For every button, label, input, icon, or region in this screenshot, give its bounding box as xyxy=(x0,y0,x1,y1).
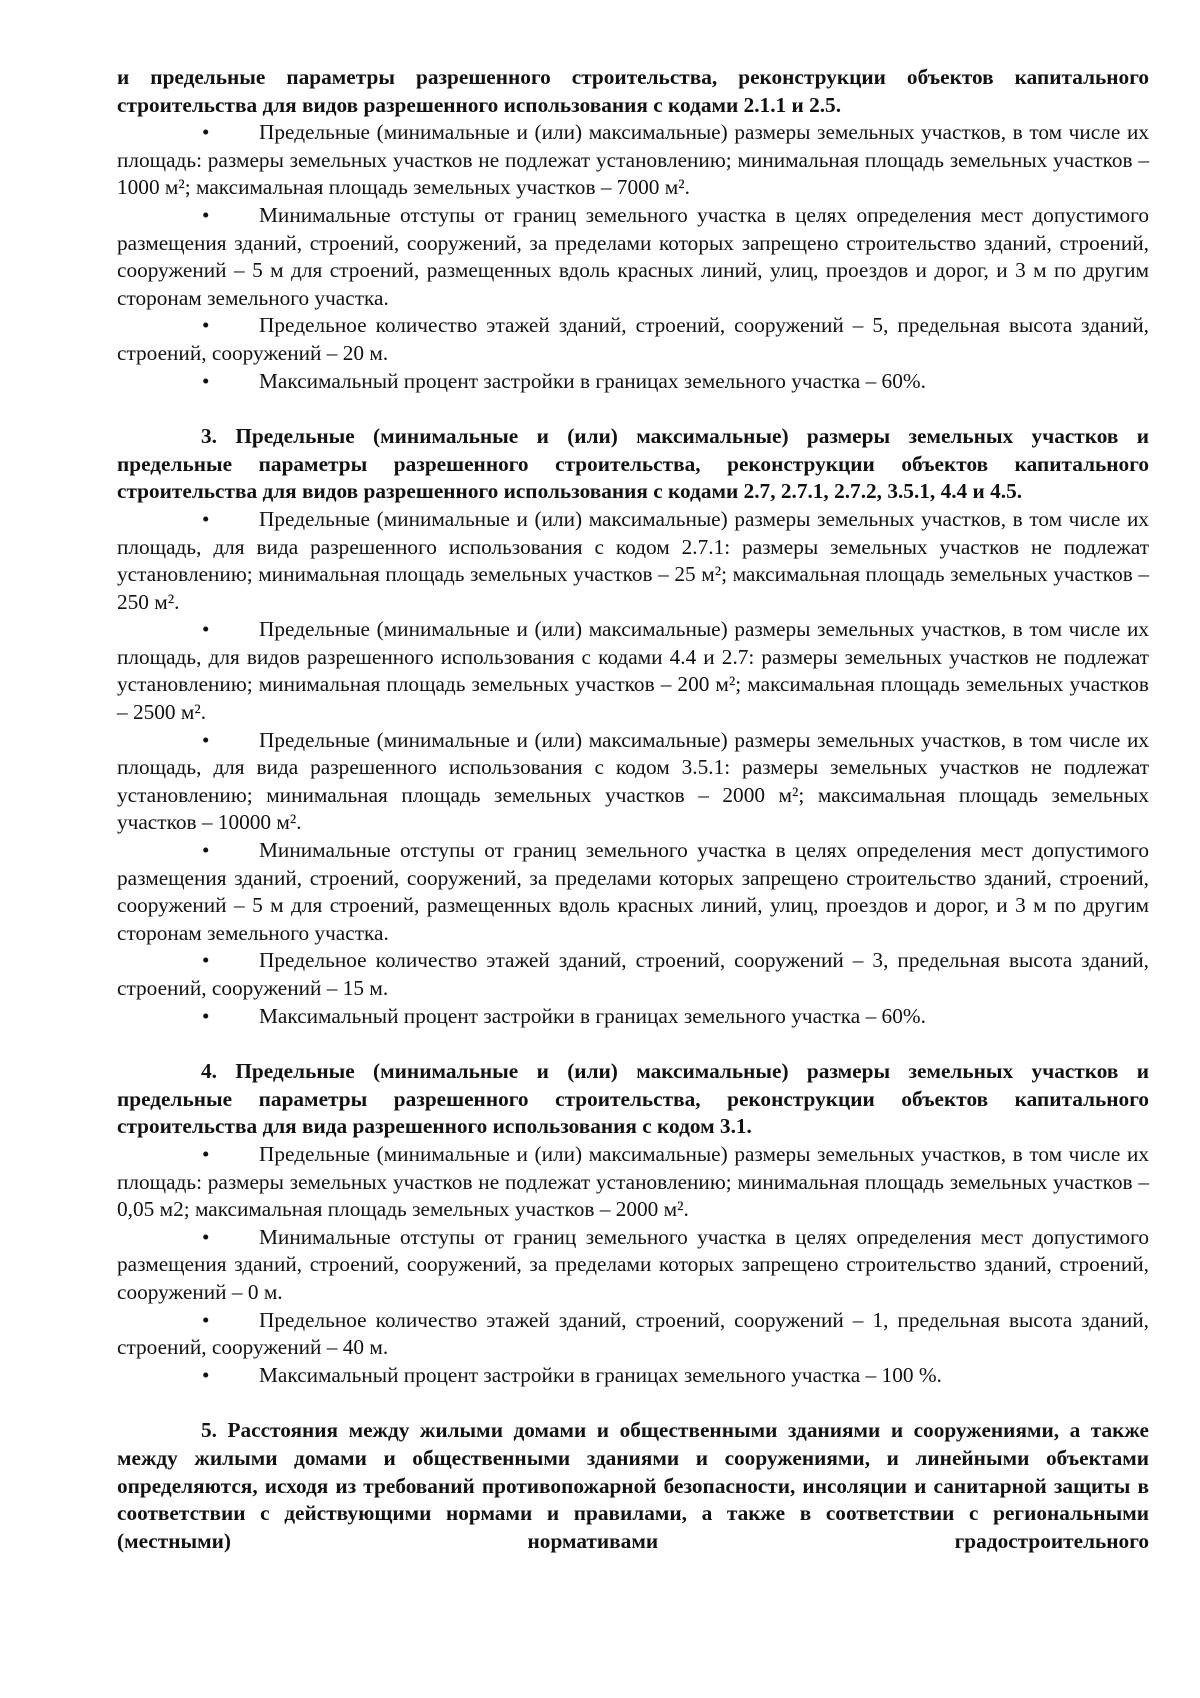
bullet-marker: • xyxy=(202,1224,210,1249)
list-item xyxy=(117,312,1149,367)
list-item-text: Предельные (минимальные и (или) максимальные) размеры земельных участков, в том числе их площадь, для вида разрешенного использования с кодом 3.5.1: размеры земельных участков не подлежат установлению; минимальная площадь земельных участков – 2000 м²; максимальная площадь земельных участков – 10000 м². xyxy=(117,727,1149,835)
section-gap xyxy=(117,1389,1149,1417)
list-item xyxy=(117,119,1149,202)
list-item-text: Предельное количество этажей зданий, строений, сооружений – 1, предельная высота зданий, строений, сооружений – 40 м. xyxy=(117,1307,1149,1360)
section-heading: 3. Предельные (минимальные и (или) максимальные) размеры земельных участков и предельные параметры разрешенного строительства, реконструкции объектов капитального строительства для видов разрешенного использования с кодами 2.7, 2.7.1, 2.7.2, 3.5.1, 4.4 и 4.5. xyxy=(117,424,1149,504)
list-item xyxy=(117,368,1149,396)
bullet-marker: • xyxy=(202,202,210,227)
list-item xyxy=(117,947,1149,1002)
list-item xyxy=(117,506,1149,616)
bullet-marker: • xyxy=(202,948,210,973)
list-item xyxy=(117,1307,1149,1362)
list-item xyxy=(117,616,1149,726)
bullet-marker: • xyxy=(202,120,210,145)
section-gap xyxy=(117,1030,1149,1058)
bullet-marker: • xyxy=(202,1362,210,1387)
bullet-marker: • xyxy=(202,506,210,531)
list-item-text: Максимальный процент застройки в границах земельного участка – 60%. xyxy=(259,368,926,393)
list-item-text: Предельные (минимальные и (или) максимальные) размеры земельных участков, в том числе их площадь: размеры земельных участков не подлежат установлению; минимальная площадь земельных участков – 1000 м²; максимальная площадь земельных участков – 7000 м². xyxy=(117,120,1149,200)
bullet-marker: • xyxy=(202,313,210,338)
list-item xyxy=(117,1224,1149,1307)
list-item-text: Минимальные отступы от границ земельного участка в целях определения мест допустимого размещения зданий, строений, сооружений, за пределами которых запрещено строительство зданий, строений, сооружений – 5 м для строений, размещенных вдоль красных линий, улиц, проездов и дорог, и 3 м по другим сторонам земельного участка. xyxy=(117,838,1149,945)
bullet-marker: • xyxy=(202,727,210,752)
bullet-marker: • xyxy=(202,1003,210,1028)
list-item xyxy=(117,837,1149,947)
document-page xyxy=(117,64,1149,1555)
bullet-marker: • xyxy=(202,1141,210,1166)
list-item xyxy=(117,1362,1149,1390)
list-item xyxy=(117,202,1149,312)
list-item-text: Минимальные отступы от границ земельного участка в целях определения мест допустимого размещения зданий, строений, сооружений, за пределами которых запрещено строительство зданий, строений, сооружений – 5 м для строений, размещенных вдоль красных линий, улиц, проездов и дорог, и 3 м по другим сторонам земельного участка. xyxy=(117,202,1149,310)
list-item xyxy=(117,1003,1149,1031)
list-item-text: Предельные (минимальные и (или) максимальные) размеры земельных участков, в том числе их площадь, для видов разрешенного использования с кодами 4.4 и 2.7: размеры земельных участков не подлежат установлению; минимальная площадь земельных участков – 200 м²; максимальная площадь земельных участков – 2500 м². xyxy=(117,617,1149,725)
list-item xyxy=(117,727,1149,837)
list-item-text: Минимальные отступы от границ земельного участка в целях определения мест допустимого размещения зданий, строений, сооружений, за пределами которых запрещено строительство зданий, строений, сооружений – 0 м. xyxy=(117,1224,1149,1304)
list-item-text: Предельные (минимальные и (или) максимальные) размеры земельных участков, в том числе их площадь, для вида разрешенного использования с кодом 2.7.1: размеры земельных участков не подлежат установлению; минимальная площадь земельных участков – 25 м²; максимальная площадь земельных участков – 250 м². xyxy=(117,506,1149,614)
list-item-text: Максимальный процент застройки в границах земельного участка – 60%. xyxy=(259,1003,926,1028)
bullet-marker: • xyxy=(202,368,210,393)
list-item-text: Предельные (минимальные и (или) максимальные) размеры земельных участков, в том числе их площадь: размеры земельных участков не подлежат установлению; минимальная площадь земельных участков – 0,05 м2; максимальная площадь земельных участков – 2000 м². xyxy=(117,1141,1149,1222)
section-gap xyxy=(117,395,1149,423)
list-item-text: Максимальный процент застройки в границах земельного участка – 100 %. xyxy=(259,1362,942,1387)
bullet-marker: • xyxy=(202,617,210,642)
section-heading: 4. Предельные (минимальные и (или) максимальные) размеры земельных участков и предельные параметры разрешенного строительства, реконструкции объектов капитального строительства для вида разрешенного использования с кодом 3.1. xyxy=(117,1059,1149,1139)
list-item-text: Предельное количество этажей зданий, строений, сооружений – 5, предельная высота зданий, строений, сооружений – 20 м. xyxy=(117,313,1149,365)
list-item-text: Предельное количество этажей зданий, строений, сооружений – 3, предельная высота зданий, строений, сооружений – 15 м. xyxy=(117,948,1149,1000)
section-heading: и предельные параметры разрешенного строительства, реконструкции объектов капитального строительства для видов разрешенного использования с кодами 2.1.1 и 2.5. xyxy=(117,65,1149,117)
section-heading: 5. Расстояния между жилыми домами и общественными зданиями и сооружениями, а также между жилыми домами и общественными зданиями и сооружениями, и линейными объектами определяются, исходя из требований противопожарной безопасности, инсоляции и санитарной защиты в соответствии с действующими нормами и правилами, а также в соответствии с региональными (местными) нормативами градостроительного xyxy=(117,1418,1149,1553)
list-item xyxy=(117,1141,1149,1224)
bullet-marker: • xyxy=(202,1307,210,1332)
bullet-marker: • xyxy=(202,838,210,863)
